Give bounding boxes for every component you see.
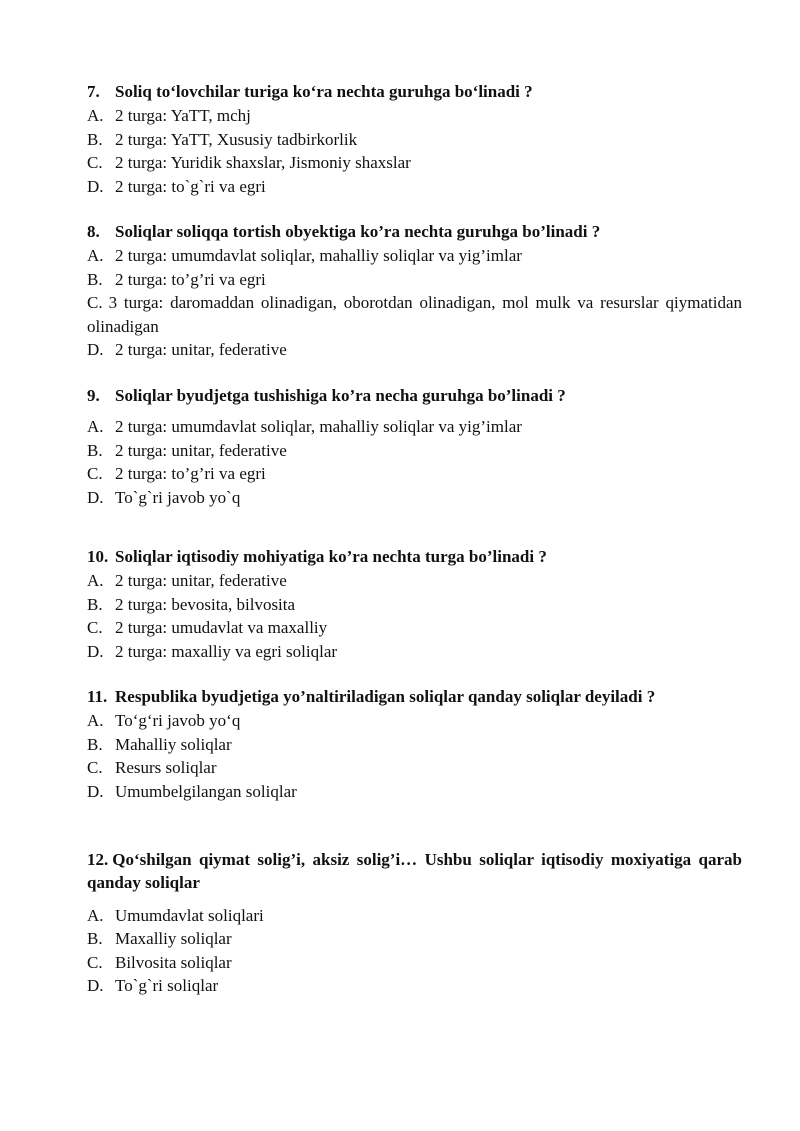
question-text: Respublika byudjetiga yo’naltiriladigan soliqlar qanday soliqlar deyiladi ? — [115, 687, 656, 706]
question-10 — [87, 545, 742, 663]
question-number: 12. — [87, 850, 109, 869]
question-number: 10. — [87, 547, 109, 566]
answer-option-c: C. 2 turga: Yuridik shaxslar, Jismoniy shaxslar — [87, 153, 411, 173]
question-title — [87, 545, 742, 568]
question-12 — [87, 848, 742, 997]
answer-option-b: B. Mahalliy soliqlar — [87, 734, 232, 754]
question-title — [87, 848, 742, 895]
question-8 — [87, 220, 742, 361]
answer-option-a: A. 2 turga: umumdavlat soliqlar, mahalliy soliqlar va yig’imlar — [87, 246, 522, 266]
question-text: Soliqlar byudjetga tushishiga ko’ra necha guruhga bo’linadi ? — [115, 386, 566, 405]
answer-option-d: D. To`g`ri soliqlar — [87, 976, 219, 996]
answer-option-a: A. 2 turga: YaTT, mchj — [87, 106, 251, 126]
answer-option-b: B. 2 turga: bevosita, bilvosita — [87, 594, 296, 614]
question-text: Soliqlar iqtisodiy mohiyatiga ko’ra nechta turga bo’linadi ? — [115, 547, 547, 566]
answer-option-c: C. 2 turga: to’g’ri va egri — [87, 464, 266, 484]
answer-option-d: D. To`g`ri javob yo`q — [87, 487, 241, 507]
question-text: Soliqlar soliqqa tortish obyektiga ko’ra nechta guruhga bo’linadi ? — [115, 222, 601, 241]
question-title — [87, 384, 742, 407]
answer-option-c: C. 3 turga: daromaddan olinadigan, oborotdan olinadigan, mol mulk va resurslar qiymatidan olinadigan — [87, 293, 742, 336]
answer-option-d: D. 2 turga: to`g`ri va egri — [87, 176, 266, 196]
question-9 — [87, 384, 742, 509]
answer-option-a: A. 2 turga: unitar, federative — [87, 571, 287, 591]
question-text: Qo‘shilgan qiymat solig’i, aksiz solig’i… Ushbu soliqlar iqtisodiy moxiyatiga qarab qanday soliqlar — [87, 850, 742, 893]
answer-option-b: B. 2 turga: YaTT, Xususiy tadbirkorlik — [87, 129, 358, 149]
answer-option-b: B. Maxalliy soliqlar — [87, 929, 232, 949]
question-number: 7. — [87, 82, 100, 101]
question-11 — [87, 685, 742, 803]
answer-option-b: B. 2 turga: unitar, federative — [87, 440, 287, 460]
question-text: Soliq to‘lovchilar turiga ko‘ra nechta guruhga bo‘linadi ? — [115, 82, 533, 101]
answer-option-c: C. 2 turga: umudavlat va maxalliy — [87, 618, 328, 638]
answer-option-d: D. Umumbelgilangan soliqlar — [87, 781, 297, 801]
answer-option-b: B. 2 turga: to’g’ri va egri — [87, 269, 266, 289]
question-7 — [87, 80, 742, 198]
answer-option-a: A. To‘g‘ri javob yo‘q — [87, 711, 241, 731]
question-number: 8. — [87, 222, 100, 241]
answer-option-a: A. 2 turga: umumdavlat soliqlar, mahalliy soliqlar va yig’imlar — [87, 417, 522, 437]
question-number: 9. — [87, 386, 100, 405]
question-title — [87, 80, 742, 103]
answer-option-c: C. Bilvosita soliqlar — [87, 952, 232, 972]
answer-option-c: C. Resurs soliqlar — [87, 758, 217, 778]
answer-option-d: D. 2 turga: unitar, federative — [87, 340, 287, 360]
question-title — [87, 685, 742, 708]
answer-option-d: D. 2 turga: maxalliy va egri soliqlar — [87, 641, 338, 661]
answer-option-a: A. Umumdavlat soliqlari — [87, 905, 264, 925]
question-number: 11. — [87, 687, 108, 706]
question-title — [87, 220, 742, 243]
